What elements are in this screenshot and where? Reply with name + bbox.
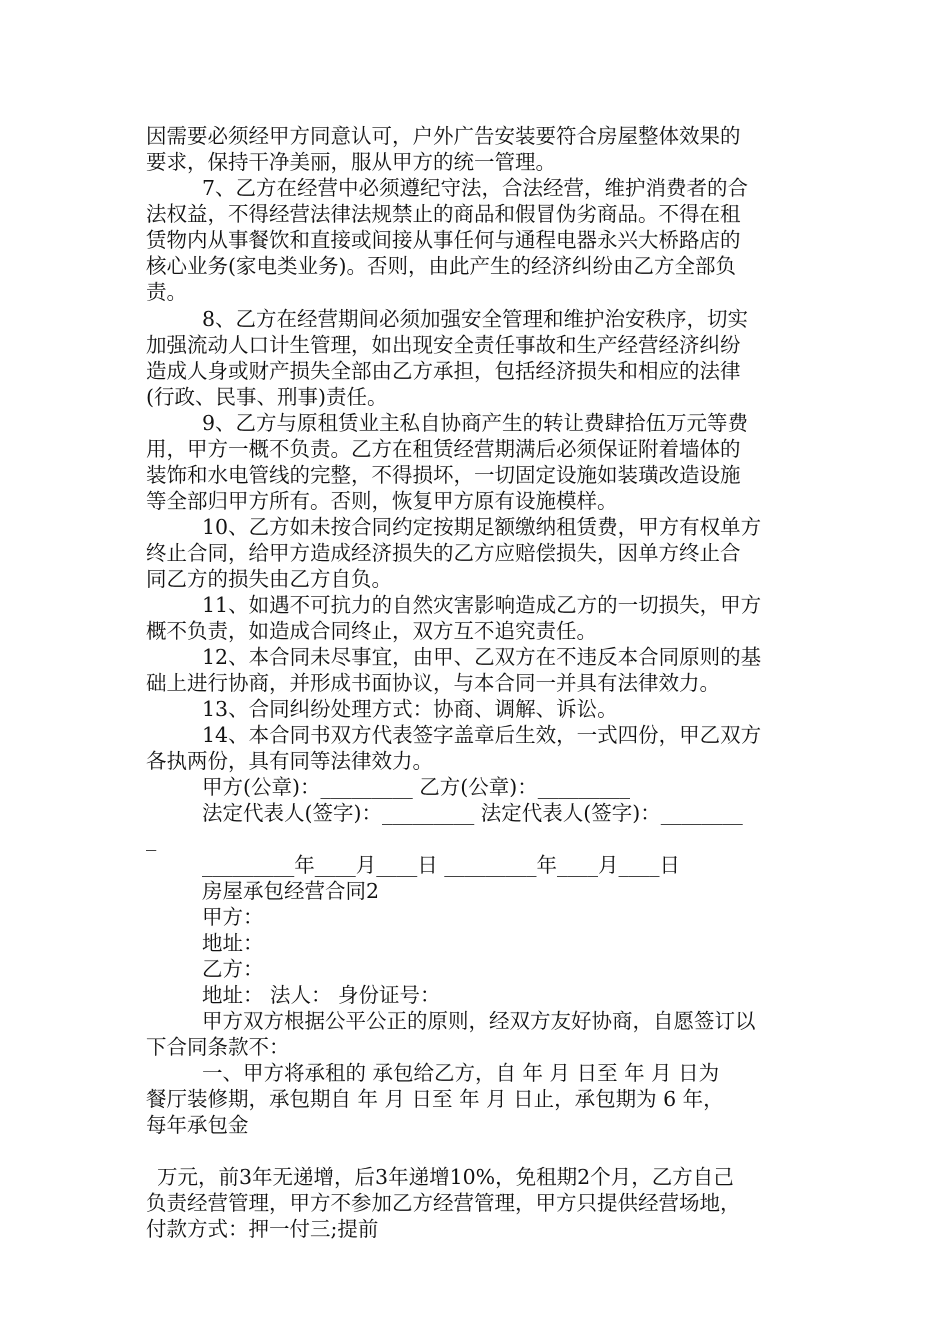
- text-line: 万元，前3年无递增，后3年递增10%，免租期2个月，乙方自己: [157, 1165, 734, 1189]
- text-line: 地址： 法人： 身份证号：: [202, 983, 441, 1007]
- text-line: 下合同条款不：: [146, 1035, 290, 1059]
- text-line: 法权益，不得经营法律法规禁止的商品和假冒伪劣商品。不得在租: [146, 202, 741, 226]
- text-line: 装饰和水电管线的完整，不得损坏，一切固定设施如装璜改造设施: [146, 463, 741, 487]
- text-line: 9、乙方与原租赁业主私自协商产生的转让费肆拾伍万元等费: [202, 411, 749, 435]
- text-line: 10、乙方如未按合同约定按期足额缴纳租赁费，甲方有权单方: [202, 515, 762, 539]
- text-line: 要求，保持干净美丽，服从甲方的统一管理。: [146, 150, 556, 174]
- text-line: 12、本合同未尽事宜，由甲、乙双方在不违反本合同原则的基: [202, 645, 762, 669]
- text-line: 负责经营管理，甲方不参加乙方经营管理，甲方只提供经营场地，: [146, 1191, 741, 1215]
- text-line: 概不负责，如造成合同终止，双方互不追究责任。: [146, 619, 597, 643]
- text-line: 甲方双方根据公平公正的原则，经双方友好协商，自愿签订以: [202, 1009, 756, 1033]
- text-line: 终止合同，给甲方造成经济损失的乙方应赔偿损失，因单方终止合: [146, 541, 741, 565]
- text-line: 责。: [146, 280, 187, 304]
- date-line: _________年____月____日 _________年____月____日: [202, 853, 681, 877]
- text-line: 付款方式：押一付三;提前: [146, 1217, 379, 1241]
- text-line: 加强流动人口计生管理，如出现安全责任事故和生产经营经济纠纷: [146, 333, 741, 357]
- text-line: 乙方：: [202, 957, 264, 981]
- text-line: (行政、民事、刑事)责任。: [146, 385, 388, 409]
- text-line: 础上进行协商，并形成书面协议，与本合同一并具有法律效力。: [146, 671, 720, 695]
- text-line: 造成人身或财产损失全部由乙方承担，包括经济损失和相应的法律: [146, 359, 741, 383]
- text-line: 餐厅装修期，承包期自 年 月 日至 年 月 日止，承包期为 6 年，: [146, 1087, 724, 1111]
- text-line: 各执两份，具有同等法律效力。: [146, 749, 433, 773]
- text-line: 因需要必须经甲方同意认可，户外广告安装要符合房屋整体效果的: [146, 124, 741, 148]
- text-line: 8、乙方在经营期间必须加强安全管理和维护治安秩序，切实: [202, 307, 749, 331]
- text-line: 赁物内从事餐饮和直接或间接从事任何与通程电器永兴大桥路店的: [146, 228, 741, 252]
- text-line: 7、乙方在经营中必须遵纪守法，合法经营，维护消费者的合: [202, 176, 749, 200]
- text-line: 每年承包金: [146, 1113, 249, 1137]
- section-title: 房屋承包经营合同2: [202, 879, 380, 903]
- text-line: _: [146, 827, 157, 851]
- text-line: 地址：: [202, 931, 264, 955]
- signature-line-representative: 法定代表人(签字)：_________ 法定代表人(签字)：________: [202, 801, 743, 825]
- text-line: 甲方：: [202, 905, 264, 929]
- text-line: 等全部归甲方所有。否则，恢复甲方原有设施模样。: [146, 489, 618, 513]
- text-line: 14、本合同书双方代表签字盖章后生效，一式四份，甲乙双方: [202, 723, 762, 747]
- text-line: 用，甲方一概不负责。乙方在租赁经营期满后必须保证附着墙体的: [146, 437, 741, 461]
- text-line: 11、如遇不可抗力的自然灾害影响造成乙方的一切损失，甲方: [202, 593, 762, 617]
- text-line: 一、甲方将承租的 承包给乙方，自 年 月 日至 年 月 日为: [202, 1061, 720, 1085]
- text-line: 同乙方的损失由乙方自负。: [146, 567, 392, 591]
- text-line: 核心业务(家电类业务)。否则，由此产生的经济纠纷由乙方全部负: [146, 254, 736, 278]
- signature-line-seal: 甲方(公章)：_________ 乙方(公章)：_________: [202, 775, 631, 799]
- text-line: 13、合同纠纷处理方式：协商、调解、诉讼。: [202, 697, 618, 721]
